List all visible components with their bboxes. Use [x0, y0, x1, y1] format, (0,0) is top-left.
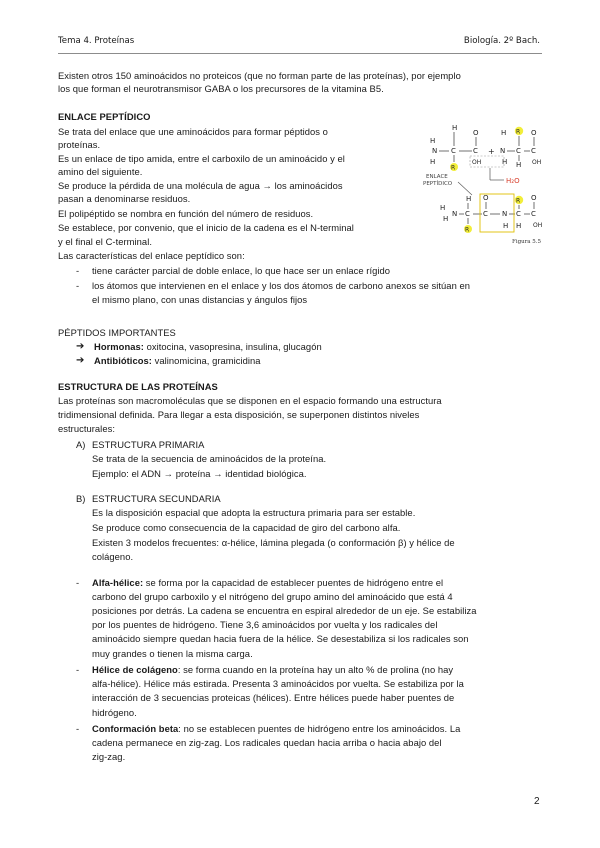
colageno-line: alfa-hélice). Hélice más estirada. Presenta 3 aminoácidos por vuelta. Se estabiliza por la — [92, 678, 464, 689]
atom-h: H — [501, 129, 507, 137]
colageno-line: hidrógeno. — [92, 707, 137, 718]
primaria-line: Se trata de la secuencia de aminoácidos de la proteína. — [92, 453, 327, 464]
bullet-dash: - — [76, 577, 80, 588]
peptido-label: Hormonas: — [94, 341, 144, 352]
atom-n: N — [452, 210, 458, 218]
beta-line: cadena permanece en zig-zag. Los radicales quedan hacia arriba o hacia abajo del — [92, 737, 442, 748]
alfa-helice-text: se forma por la capacidad de establecer puentes de hidrógeno entre el — [143, 577, 444, 588]
bullet-text: el mismo plano, con unas distancias y ángulos fijos — [92, 294, 308, 305]
section-title-estructura: ESTRUCTURA DE LAS PROTEÍNAS — [58, 381, 218, 392]
enlace-line: Se establece, por convenio, que el inicio de la cadena es el N-terminal — [58, 222, 354, 233]
arrow-bullet: ➔ — [76, 341, 85, 352]
arrow-bullet: ➔ — [76, 355, 85, 366]
colageno-line — [92, 664, 453, 677]
bullet-text: tiene carácter parcial de doble enlace, lo que hace ser un enlace rígido — [92, 265, 391, 276]
atom-r: R — [516, 128, 521, 136]
enlace-line: amino del siguiente. — [58, 166, 143, 177]
enlace-label: ENLACE — [426, 174, 448, 180]
beta-label: Conformación beta — [92, 723, 179, 734]
peptido-item — [94, 355, 261, 368]
secundaria-line: colágeno. — [92, 551, 134, 562]
colageno-label: Hélice de colágeno — [92, 664, 178, 675]
atom-c: C — [451, 147, 456, 155]
alfa-helice-line — [92, 577, 443, 590]
secundaria-line: Es la disposición espacial que adopta la estructura primaria para ser estable. — [92, 507, 416, 518]
enlace-line: El polipéptido se nombra en función del número de residuos. — [58, 208, 314, 219]
list-letter: B) — [76, 493, 86, 504]
enlace-line: Se trata del enlace que une aminoácidos para formar péptidos o — [58, 126, 328, 137]
enlace-line: y el final el C-terminal. — [58, 236, 152, 247]
atom-h: H — [430, 158, 436, 166]
alfa-helice-line: carbono del grupo carboxilo y el nitrógeno del grupo amino del aminoácido que está 4 — [92, 591, 453, 602]
enlace-line: pasan a denominarse residuos. — [58, 193, 191, 204]
atom-oh: OH — [533, 222, 543, 229]
peptido-item — [94, 341, 322, 354]
atom-c: C — [473, 147, 478, 155]
enlace-label: PEPTÍDICO — [423, 181, 453, 187]
subsection-title-primaria: ESTRUCTURA PRIMARIA — [92, 439, 205, 450]
peptido-label: Antibióticos: — [94, 355, 152, 366]
water-label: H₂O — [506, 177, 520, 185]
header-divider — [58, 53, 542, 54]
enlace-line: Se produce la pérdida de una molécula de agua → los aminoácidos — [58, 180, 343, 191]
atom-h: H — [503, 222, 509, 230]
enlace-line: Las características del enlace peptídico son: — [58, 250, 245, 261]
colageno-text: : se forma cuando en la proteína hay un alto % de prolina (no hay — [177, 664, 454, 675]
subsection-title-secundaria: ESTRUCTURA SECUNDARIA — [92, 493, 221, 504]
bullet-text: los átomos que intervienen en el enlace y los dos átomos de carbono anexos se sitúan en — [92, 280, 471, 291]
atom-h: H — [502, 158, 508, 166]
atom-h: H — [443, 215, 449, 223]
atom-oh: OH — [532, 159, 542, 166]
enlace-line: proteínas. — [58, 139, 101, 150]
atom-c: C — [465, 210, 470, 218]
atom-o: O — [473, 129, 479, 137]
peptide-bond-figure — [420, 120, 544, 276]
atom-o: O — [483, 194, 489, 202]
estructura-line: tridimensional definida. Para llegar a esta disposición, se superponen distintos niveles — [58, 409, 420, 420]
atom-h: H — [516, 161, 522, 169]
atom-c: C — [531, 147, 536, 155]
beta-line: zig-zag. — [92, 751, 126, 762]
colageno-line: interacción de 3 secuencias proteicas (hélices). Entre hélices puede haber puentes de — [92, 692, 455, 703]
svg-text:+: + — [488, 147, 495, 156]
estructura-line: Las proteínas son macromoléculas que se disponen en el espacio formando una estructura — [58, 395, 442, 406]
atom-h: H — [440, 204, 446, 212]
atom-c: C — [516, 147, 521, 155]
atom-h: H — [516, 222, 522, 230]
atom-oh: OH — [472, 159, 482, 166]
section-title-peptidos: PÉPTIDOS IMPORTANTES — [58, 327, 176, 338]
atom-r: R — [516, 197, 521, 205]
intro-line-1: Existen otros 150 aminoácidos no proteicos (que no forman parte de las proteínas), por ejemplo — [58, 70, 461, 81]
atom-c: C — [516, 210, 521, 218]
bullet-dash: - — [76, 664, 80, 675]
atom-c: C — [483, 210, 488, 218]
intro-line-2: los que forman el neurotransmisor GABA o los precursores de la vitamina B5. — [58, 83, 384, 94]
beta-line — [92, 723, 460, 736]
alfa-helice-line: posiciones por detrás. La cadena se encuentra en espiral alrededor de un eje. Se estabiliza — [92, 605, 477, 616]
secundaria-line: Existen 3 modelos frecuentes: α-hélice, lámina plegada (o conformación β) y hélice de — [92, 537, 455, 548]
header-title-left: Tema 4. Proteínas — [58, 36, 135, 46]
enlace-line: Es un enlace de tipo amida, entre el carboxilo de un aminoácido y el — [58, 153, 345, 164]
atom-n: N — [500, 147, 506, 155]
header-title-right: Biología. 2º Bach. — [463, 36, 540, 46]
bullet-dash: - — [76, 280, 80, 291]
peptido-text: oxitocina, vasopresina, insulina, glucagón — [143, 341, 322, 352]
beta-text: : no se establecen puentes de hidrógeno entre los aminoácidos. La — [178, 723, 461, 734]
atom-h: H — [430, 137, 436, 145]
atom-r: R — [465, 226, 470, 234]
figure-caption: Figura 5.5 — [512, 239, 542, 245]
page-number: 2 — [534, 796, 540, 807]
section-title-enlace: ENLACE PEPTÍDICO — [58, 111, 151, 122]
primaria-line: Ejemplo: el ADN → proteína → identidad biológica. — [92, 468, 307, 479]
bullet-dash: - — [76, 723, 80, 734]
atom-n: N — [502, 210, 508, 218]
alfa-helice-line: aminoácido siempre quedan hacia fuera de la hélice. Se desestabiliza si los radicales son — [92, 633, 469, 644]
list-letter: A) — [76, 439, 86, 450]
atom-c: C — [531, 210, 536, 218]
atom-h: H — [466, 195, 472, 203]
estructura-line: estructurales: — [58, 423, 115, 434]
alfa-helice-line: por los puentes de hidrógeno. Tiene 3,6 aminoácidos por vuelta y los radicales del — [92, 619, 438, 630]
bullet-dash: - — [76, 265, 80, 276]
secundaria-line: Se produce como consecuencia de la capacidad de giro del carbono alfa. — [92, 522, 401, 533]
atom-r: R — [451, 164, 456, 172]
atom-o: O — [531, 129, 537, 137]
alfa-helice-line: muy grandes o tienen la misma carga. — [92, 648, 253, 659]
atom-n: N — [432, 147, 438, 155]
alfa-helice-label: Alfa-hélice: — [92, 577, 144, 588]
atom-o: O — [531, 194, 537, 202]
atom-h: H — [452, 124, 458, 132]
peptido-text: valinomicina, gramicidina — [151, 355, 261, 366]
